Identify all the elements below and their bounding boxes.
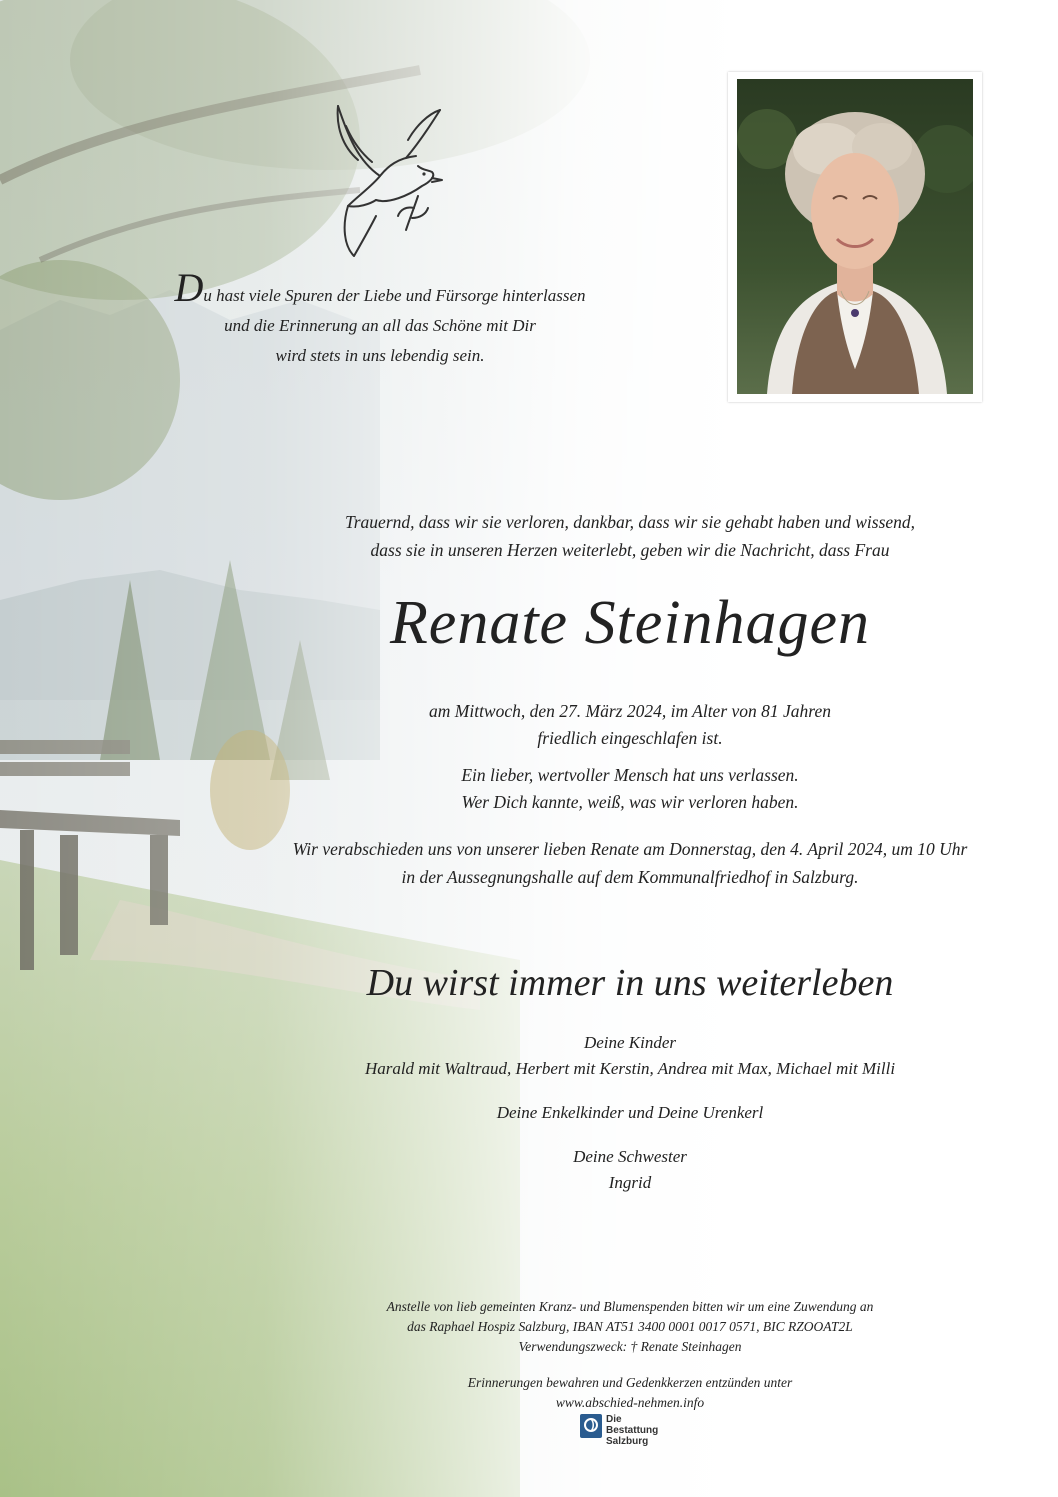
mourners-list — [300, 1030, 960, 1214]
intro-line-1: Trauernd, dass wir sie verloren, dankbar, dass wir sie gehabt haben und wissend, — [344, 512, 916, 532]
bestattung-logo-icon — [580, 1414, 602, 1438]
donation-line-1: Anstelle von lieb gemeinten Kranz- und Blumenspenden bitten wir um eine Zuwendung an — [386, 1299, 874, 1314]
death-line-1: am Mittwoch, den 27. März 2024, im Alter von 81 Jahren — [429, 701, 831, 721]
opening-quote — [140, 265, 620, 371]
logo-line-1: Die Bestattung — [606, 1414, 659, 1436]
farewell-line-1: Wir verabschieden uns von unserer lieben Renate am Donnerstag, den 4. April 2024, um 10 Uhr — [292, 839, 968, 859]
grandchildren-group — [300, 1100, 960, 1126]
sister-name: Ingrid — [608, 1173, 652, 1192]
children-group — [300, 1030, 960, 1082]
donation-line-3: Verwendungszweck: † Renate Steinhagen — [518, 1339, 742, 1354]
children-title: Deine Kinder — [583, 1033, 677, 1052]
website-line-1: Erinnerungen bewahren und Gedenkkerzen entzünden unter — [467, 1375, 793, 1390]
intro-line-2: dass sie in unseren Herzen weiterlebt, geben wir die Nachricht, dass Frau — [370, 540, 890, 560]
dove-icon — [318, 96, 450, 262]
portrait-frame — [728, 72, 982, 402]
farewell-line-2: in der Aussegnungshalle auf dem Kommunalfriedhof in Salzburg. — [401, 867, 859, 887]
logo-text — [606, 1414, 670, 1447]
memory-text — [300, 762, 960, 816]
logo-line-2: Salzburg — [606, 1436, 649, 1447]
children-names: Harald mit Waltraud, Herbert mit Kerstin, Andrea mit Max, Michael mit Milli — [364, 1059, 896, 1078]
grandchildren-text: Deine Enkelkinder und Deine Urenkerl — [496, 1103, 764, 1122]
motto: Du wirst immer in uns weiterleben — [366, 962, 894, 1004]
quote-line-3: wird stets in uns lebendig sein. — [275, 346, 485, 365]
death-line-2: friedlich eingeschlafen ist. — [537, 728, 723, 748]
intro-text — [300, 508, 960, 564]
quote-line-2: und die Erinnerung an all das Schöne mit Dir — [224, 316, 536, 335]
bestattung-logo — [580, 1412, 670, 1447]
website-link[interactable]: www.abschied-nehmen.info — [555, 1395, 705, 1410]
sister-title: Deine Schwester — [573, 1147, 687, 1166]
website-note — [260, 1373, 1000, 1413]
memory-line-2: Wer Dich kannte, weiß, was wir verloren haben. — [461, 792, 799, 812]
memory-line-1: Ein lieber, wertvoller Mensch hat uns verlassen. — [461, 765, 799, 785]
deceased-name: Renate Steinhagen — [389, 589, 871, 657]
donation-line-2: das Raphael Hospiz Salzburg, IBAN AT51 3400 0001 0017 0571, BIC RZOOAT2L — [407, 1319, 853, 1334]
sister-group — [300, 1144, 960, 1196]
quote-line-1: u hast viele Spuren der Liebe und Fürsorge hinterlassen — [203, 286, 586, 305]
farewell-text — [292, 835, 968, 891]
portrait-photo — [737, 79, 973, 394]
donation-note — [260, 1297, 1000, 1357]
death-notice — [300, 698, 960, 752]
quote-dropcap: D — [174, 265, 204, 310]
